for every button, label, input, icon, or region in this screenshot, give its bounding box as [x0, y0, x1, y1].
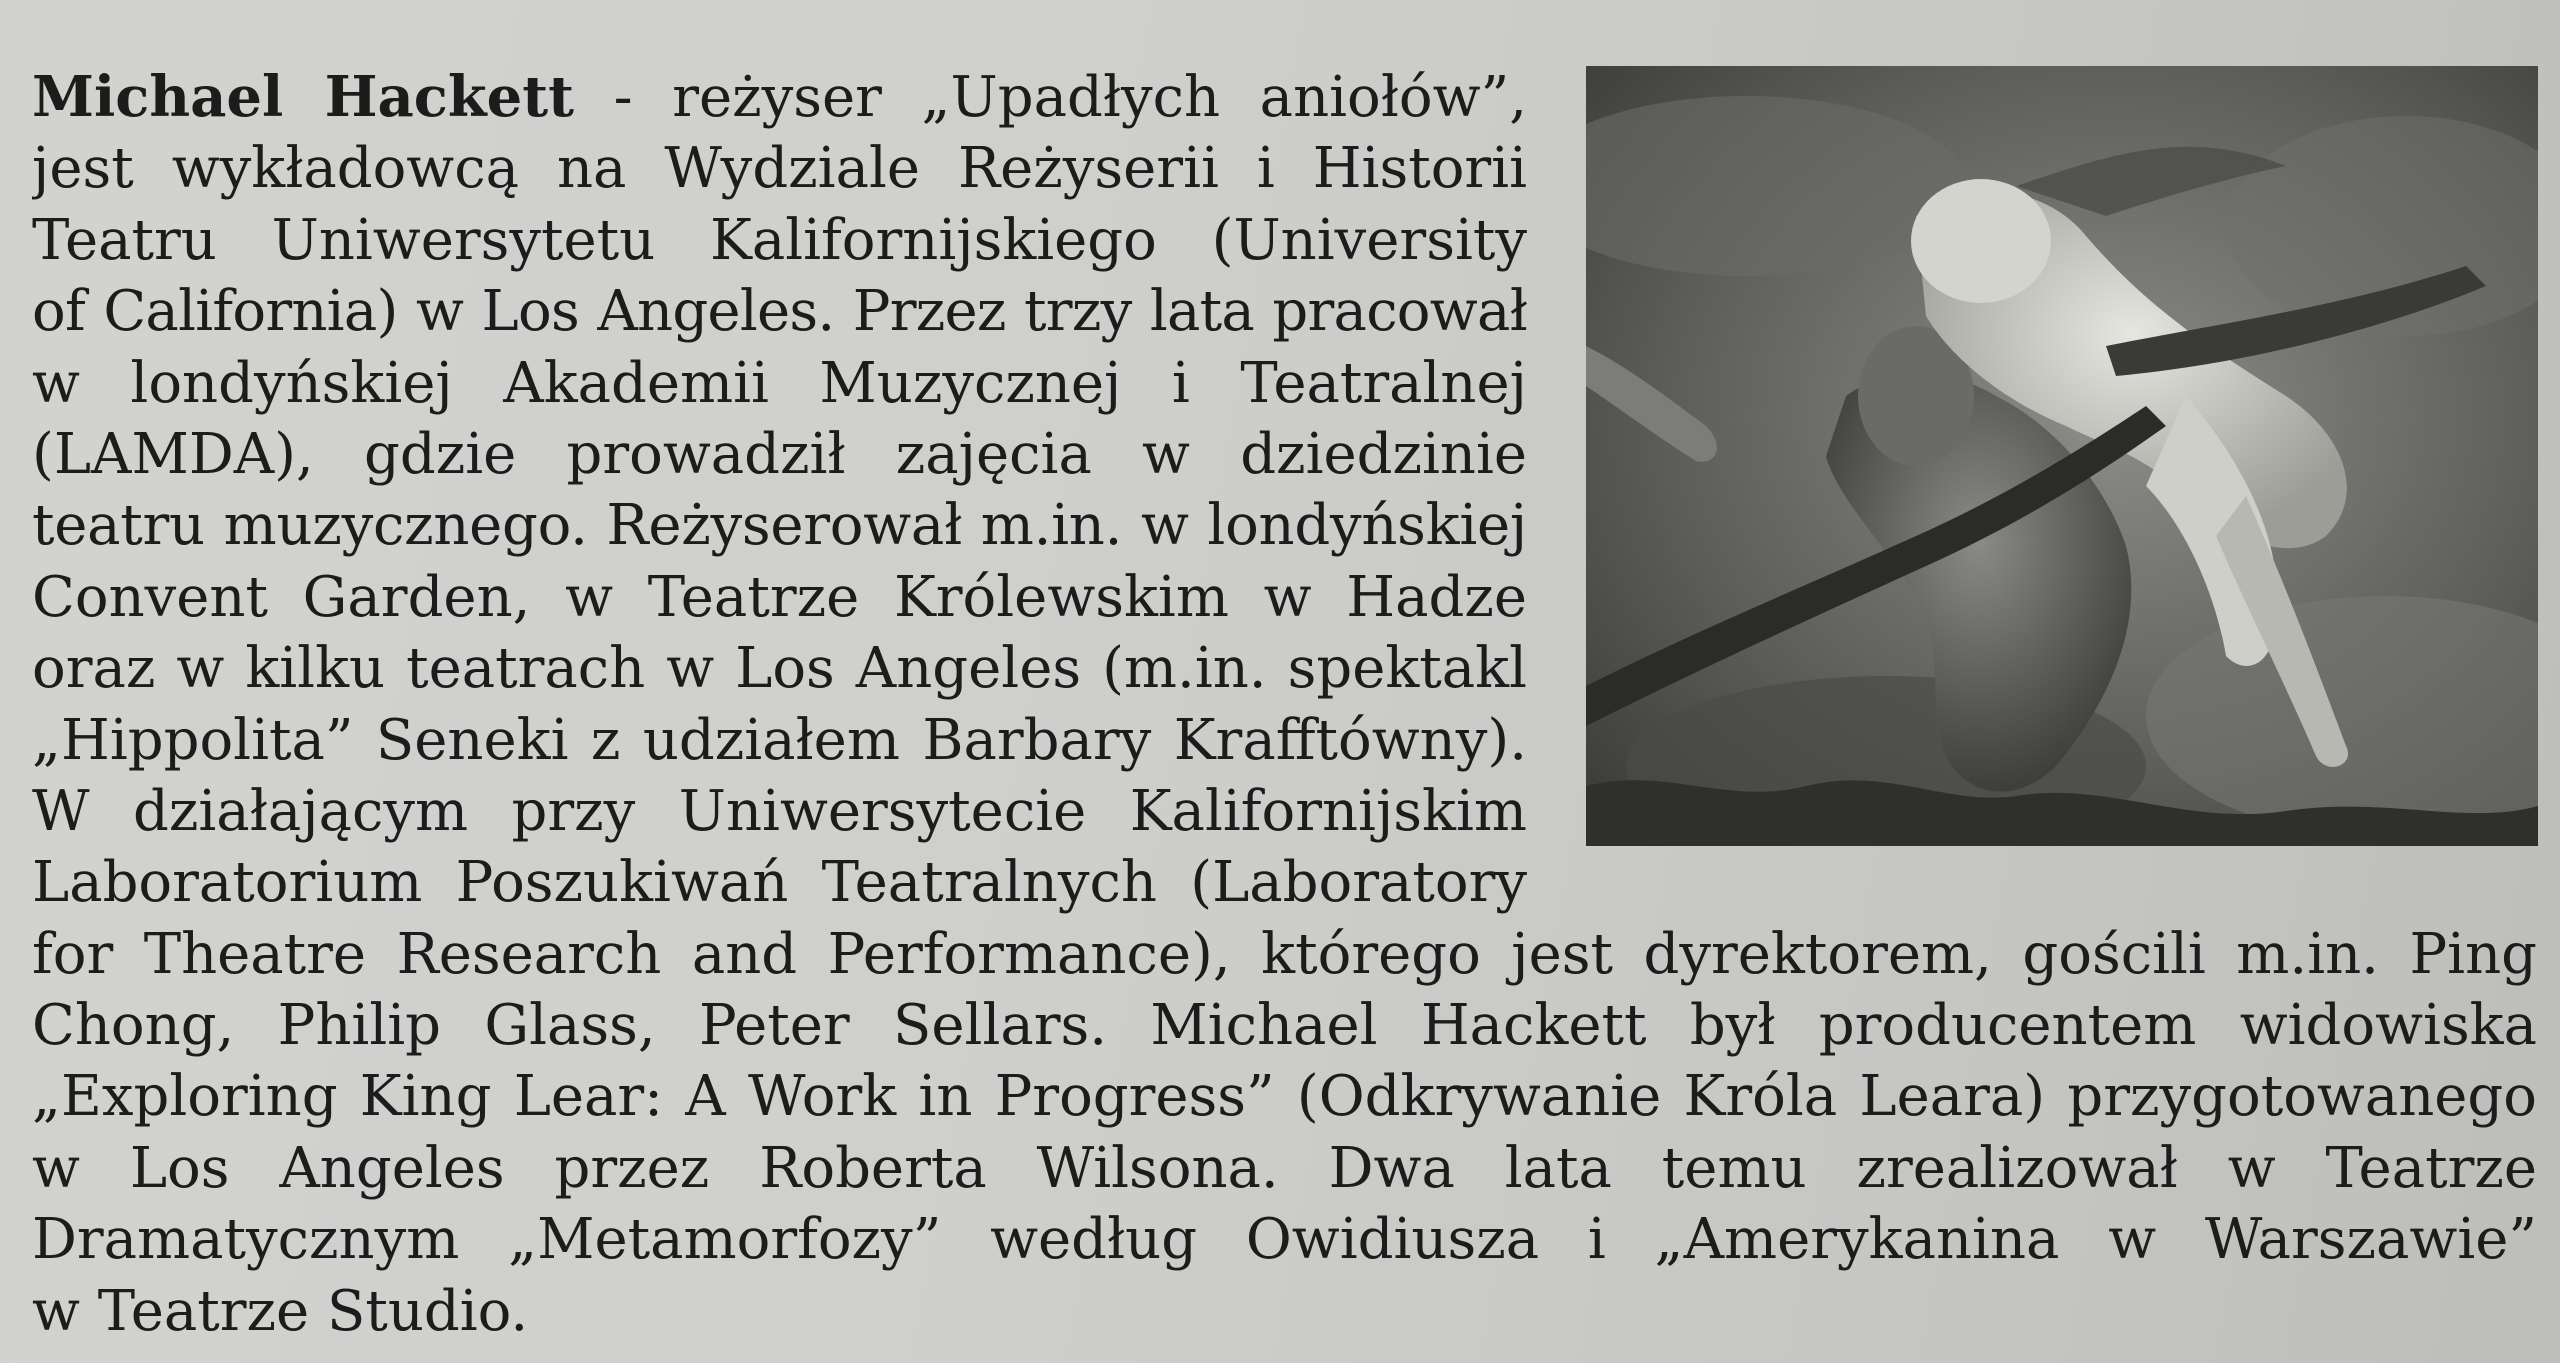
text-line: w Teatrze Studio. [32, 1278, 529, 1344]
text-line: Dramatycznym „Metamorfozy” według Owidiusza i „Amerykanina w Warszawie” [32, 1207, 2537, 1273]
photo-illustration [1586, 66, 2538, 846]
text-line: W działającym przy Uniwersytecie Kalifornijskim [32, 778, 1527, 844]
text-line: Teatru Uniwersytetu Kalifornijskiego (University [32, 207, 1527, 273]
text-line: teatru muzycznego. Reżyserował m.in. w londyńskiej [32, 493, 1527, 559]
falling-angels-photo [1586, 66, 2538, 846]
text-line: „Exploring King Lear: A Work in Progress” (Odkrywanie Króla Leara) przygotowanego [32, 1064, 2537, 1130]
text-line: of California) w Los Angeles. Przez trzy lata pracował [32, 279, 1527, 345]
text-line: Chong, Philip Glass, Peter Sellars. Michael Hackett był producentem widowiska [32, 993, 2537, 1059]
text-line: w londyńskiej Akademii Muzycznej i Teatralnej [32, 350, 1527, 416]
text-line: Laboratorium Poszukiwań Teatralnych (Laboratory [32, 850, 1527, 916]
text-line: jest wykładowcą na Wydziale Reżyserii i Historii [32, 136, 1527, 202]
text-line: for Theatre Research and Performance), którego jest dyrektorem, gościli m.in. Ping [32, 921, 2537, 987]
author-name: Michael Hackett [32, 64, 575, 130]
text-line: (LAMDA), gdzie prowadził zajęcia w dziedzinie [32, 421, 1527, 487]
text-line: Michael Hackett - reżyser „Upadłych aniołów”, [32, 64, 1527, 130]
text-line: „Hippolita” Seneki z udziałem Barbary Krafftówny). [32, 707, 1527, 773]
text-line: oraz w kilku teatrach w Los Angeles (m.in. spektakl [32, 636, 1527, 702]
text-line: w Los Angeles przez Roberta Wilsona. Dwa lata temu zrealizował w Teatrze [32, 1135, 2537, 1201]
text-line: Convent Garden, w Teatrze Królewskim w Hadze [32, 564, 1527, 630]
